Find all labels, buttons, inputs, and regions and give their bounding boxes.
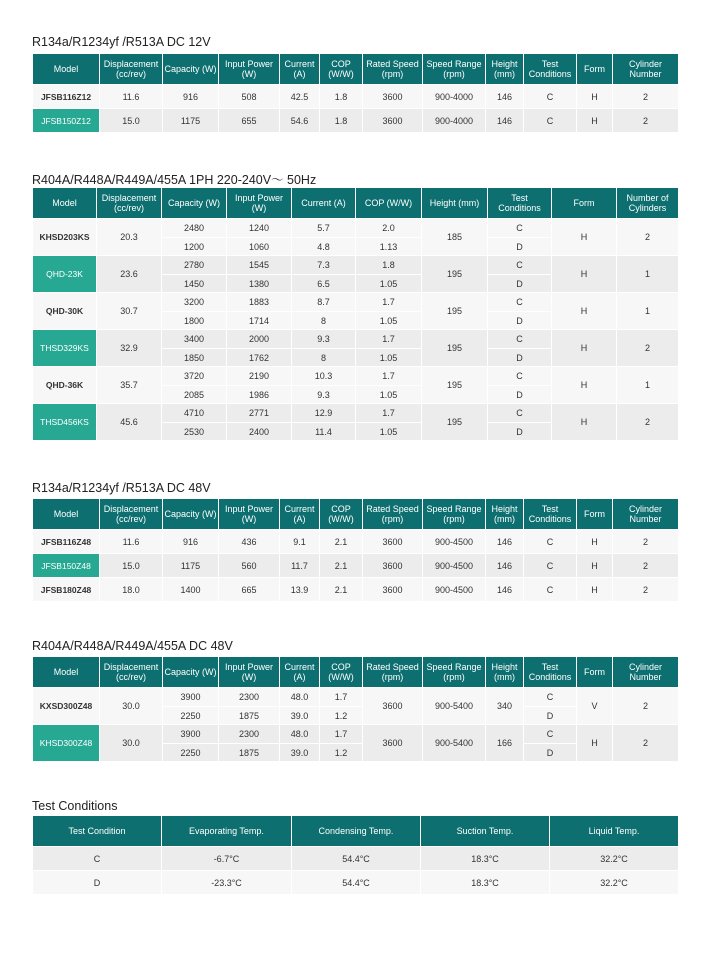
table-cell: 1.13: [356, 238, 422, 256]
table-cell: C: [488, 256, 552, 275]
table-cell: 2: [617, 330, 679, 367]
col-header: Capacity (W): [162, 188, 227, 219]
table-cell: 916: [163, 85, 219, 109]
model-name: THSD456KS: [33, 404, 97, 441]
table-cell: C: [488, 404, 552, 423]
table-cell: 436: [219, 530, 280, 554]
table-cell: H: [577, 109, 613, 133]
table-row: [33, 578, 679, 602]
table-cell: 1.05: [356, 312, 422, 330]
table-cell: 2000: [227, 330, 292, 349]
table-cell: 916: [163, 530, 219, 554]
table-cell: 54.4°C: [292, 871, 421, 895]
col-header: Capacity (W): [163, 657, 219, 688]
table-cell: 1380: [227, 275, 292, 293]
table-row: [33, 293, 679, 312]
model-name: QHD-23K: [33, 256, 97, 293]
table-cell: 900-4000: [423, 85, 486, 109]
col-header: Displacement (cc/rev): [100, 499, 163, 530]
table-cell: 2: [613, 530, 679, 554]
table-cell: 54.4°C: [292, 847, 421, 871]
table-cell: 1875: [219, 707, 280, 725]
table-row: [33, 847, 679, 871]
model-name: JFSB180Z48: [33, 578, 100, 602]
spec-table-dc12v: [32, 53, 679, 133]
col-header: Suction Temp.: [421, 816, 550, 847]
col-header: Displacement (cc/rev): [97, 188, 162, 219]
table-cell: 146: [486, 530, 524, 554]
model-name: JFSB150Z48: [33, 554, 100, 578]
col-header: Capacity (W): [163, 499, 219, 530]
table-cell: 48.0: [280, 688, 320, 707]
col-header: Number of Cylinders: [617, 188, 679, 219]
table-cell: 8: [292, 349, 356, 367]
col-header: Form: [577, 499, 613, 530]
table-cell: 2: [613, 85, 679, 109]
table-cell: 1875: [219, 744, 280, 762]
col-header: COP (W/W): [320, 657, 363, 688]
table-cell: 48.0: [280, 725, 320, 744]
table-cell: 20.3: [97, 219, 162, 256]
table-cell: C: [524, 109, 577, 133]
table-cell: 2.0: [356, 219, 422, 238]
col-header: Test Conditions: [524, 657, 577, 688]
model-name: KHSD300Z48: [33, 725, 100, 762]
table-cell: 665: [219, 578, 280, 602]
table-row: [33, 85, 679, 109]
table-cell: 32.2°C: [550, 871, 679, 895]
table-cell: 185: [422, 219, 488, 256]
table-cell: C: [524, 688, 577, 707]
col-header: Current (A): [280, 499, 320, 530]
table-cell: 11.4: [292, 423, 356, 441]
table-cell: D: [488, 312, 552, 330]
table-cell: 1.8: [320, 109, 363, 133]
col-header: Speed Range (rpm): [423, 499, 486, 530]
col-header: Model: [33, 188, 97, 219]
col-header: Condensing Temp.: [292, 816, 421, 847]
table-cell: H: [552, 293, 617, 330]
table-cell: D: [488, 423, 552, 441]
table-row: [33, 688, 679, 707]
col-header: Test Conditions: [524, 54, 577, 85]
table-cell: 1.05: [356, 349, 422, 367]
table-cell: C: [524, 725, 577, 744]
table-cell: 3200: [162, 293, 227, 312]
col-header: Form: [577, 54, 613, 85]
table-cell: 900-4500: [423, 554, 486, 578]
table-cell: 1.05: [356, 423, 422, 441]
table-row: [33, 330, 679, 349]
table-cell: 2: [617, 404, 679, 441]
col-header: Capacity (W): [163, 54, 219, 85]
col-header: Test Conditions: [524, 499, 577, 530]
col-header: Height (mm): [486, 657, 524, 688]
table-cell: 13.9: [280, 578, 320, 602]
table-cell: 2: [613, 554, 679, 578]
col-header: Displacement (cc/rev): [100, 54, 163, 85]
table-cell: 15.0: [100, 554, 163, 578]
table-cell: 3600: [363, 688, 423, 725]
table-cell: 1.7: [320, 725, 363, 744]
table-cell: C: [524, 578, 577, 602]
table-cell: 32.9: [97, 330, 162, 367]
table-cell: 42.5: [280, 85, 320, 109]
table-cell: 1.7: [356, 367, 422, 386]
table-cell: 12.9: [292, 404, 356, 423]
table-cell: 18.0: [100, 578, 163, 602]
col-header: Height (mm): [486, 54, 524, 85]
table-cell: 15.0: [100, 109, 163, 133]
table-cell: 2085: [162, 386, 227, 404]
table-row: [33, 219, 679, 238]
table-cell: C: [488, 219, 552, 238]
col-header: COP (W/W): [320, 54, 363, 85]
col-header: COP (W/W): [356, 188, 422, 219]
model-name: KHSD203KS: [33, 219, 97, 256]
test-conditions-table: [32, 815, 679, 895]
spec-table-dc48v-low: [32, 656, 679, 762]
table-cell: 9.3: [292, 386, 356, 404]
table-cell: 1400: [163, 578, 219, 602]
col-header: Cylinder Number: [613, 54, 679, 85]
table-cell: H: [577, 85, 613, 109]
table-cell: 2771: [227, 404, 292, 423]
table-cell: 1.7: [356, 330, 422, 349]
col-header: Form: [577, 657, 613, 688]
table-cell: D: [33, 871, 162, 895]
table-cell: 3400: [162, 330, 227, 349]
table-cell: C: [524, 85, 577, 109]
table-cell: 1800: [162, 312, 227, 330]
table-cell: 1.7: [356, 293, 422, 312]
table-cell: 1200: [162, 238, 227, 256]
table-cell: 1.05: [356, 386, 422, 404]
table-cell: D: [488, 238, 552, 256]
table-cell: 560: [219, 554, 280, 578]
table-row: [33, 725, 679, 744]
table-cell: H: [552, 256, 617, 293]
table-cell: C: [33, 847, 162, 871]
table-cell: D: [524, 707, 577, 725]
table-cell: 2: [617, 219, 679, 256]
table-cell: D: [524, 744, 577, 762]
table-cell: 1.7: [320, 688, 363, 707]
table-cell: 1.2: [320, 744, 363, 762]
table-cell: C: [488, 293, 552, 312]
table-cell: 2300: [219, 725, 280, 744]
table-cell: 2: [613, 578, 679, 602]
table-cell: 1545: [227, 256, 292, 275]
table-cell: 1.2: [320, 707, 363, 725]
spec-table-1ph: [32, 187, 679, 441]
table-cell: 8: [292, 312, 356, 330]
model-name: THSD329KS: [33, 330, 97, 367]
table-cell: 11.7: [280, 554, 320, 578]
table-cell: 340: [486, 688, 524, 725]
table-cell: 4.8: [292, 238, 356, 256]
table-cell: 195: [422, 256, 488, 293]
col-header: Model: [33, 499, 100, 530]
table-cell: H: [552, 330, 617, 367]
table-cell: 39.0: [280, 744, 320, 762]
model-name: JFSB116Z48: [33, 530, 100, 554]
table-cell: 2: [613, 688, 679, 725]
table-cell: 9.1: [280, 530, 320, 554]
table-cell: 900-5400: [423, 688, 486, 725]
table-cell: H: [552, 367, 617, 404]
table-cell: 35.7: [97, 367, 162, 404]
table-row: [33, 554, 679, 578]
table-cell: 3600: [363, 85, 423, 109]
table-row: [33, 530, 679, 554]
col-header: Current (A): [280, 657, 320, 688]
col-header: Current (A): [280, 54, 320, 85]
col-header: Input Power (W): [219, 657, 280, 688]
table-cell: 11.6: [100, 85, 163, 109]
table-cell: 146: [486, 85, 524, 109]
table-cell: 10.3: [292, 367, 356, 386]
table-cell: 39.0: [280, 707, 320, 725]
section-title-test-conditions: Test Conditions: [32, 799, 118, 813]
table-row: [33, 367, 679, 386]
table-cell: 9.3: [292, 330, 356, 349]
table-cell: 195: [422, 293, 488, 330]
table-cell: 32.2°C: [550, 847, 679, 871]
table-cell: 655: [219, 109, 280, 133]
table-cell: V: [577, 688, 613, 725]
table-cell: 900-5400: [423, 725, 486, 762]
section-title-dc12v: R134a/R1234yf /R513A DC 12V: [32, 35, 211, 49]
col-header: Model: [33, 657, 100, 688]
table-cell: 1: [617, 293, 679, 330]
table-cell: 2300: [219, 688, 280, 707]
table-cell: 1240: [227, 219, 292, 238]
table-cell: 1.8: [356, 256, 422, 275]
table-cell: 30.0: [100, 688, 163, 725]
col-header: Evaporating Temp.: [162, 816, 292, 847]
table-cell: 508: [219, 85, 280, 109]
model-name: JFSB150Z12: [33, 109, 100, 133]
col-header: Height (mm): [422, 188, 488, 219]
spec-table-dc48v: [32, 498, 679, 602]
col-header: Rated Speed (rpm): [363, 54, 423, 85]
table-cell: H: [577, 578, 613, 602]
model-name: QHD-30K: [33, 293, 97, 330]
table-cell: 3900: [163, 725, 219, 744]
col-header: Cylinder Number: [613, 499, 679, 530]
table-cell: 54.6: [280, 109, 320, 133]
table-cell: 146: [486, 554, 524, 578]
model-name: KXSD300Z48: [33, 688, 100, 725]
table-cell: 30.7: [97, 293, 162, 330]
table-cell: -6.7°C: [162, 847, 292, 871]
table-cell: 3720: [162, 367, 227, 386]
col-header: Rated Speed (rpm): [363, 657, 423, 688]
table-cell: 1.05: [356, 275, 422, 293]
col-header: Liquid Temp.: [550, 816, 679, 847]
table-cell: D: [488, 349, 552, 367]
table-cell: 1850: [162, 349, 227, 367]
table-cell: 23.6: [97, 256, 162, 293]
table-cell: 900-4500: [423, 530, 486, 554]
section-title-dc48v-low: R404A/R448A/R449A/455A DC 48V: [32, 639, 233, 653]
table-cell: 1986: [227, 386, 292, 404]
table-cell: C: [488, 330, 552, 349]
col-header: Input Power (W): [219, 54, 280, 85]
table-cell: 1175: [163, 554, 219, 578]
table-cell: -23.3°C: [162, 871, 292, 895]
table-cell: 7.3: [292, 256, 356, 275]
table-cell: 2190: [227, 367, 292, 386]
table-cell: 1.7: [356, 404, 422, 423]
table-cell: 4710: [162, 404, 227, 423]
table-cell: 3900: [163, 688, 219, 707]
table-cell: 2250: [163, 744, 219, 762]
table-cell: 3600: [363, 109, 423, 133]
model-name: JFSB116Z12: [33, 85, 100, 109]
col-header: Rated Speed (rpm): [363, 499, 423, 530]
table-cell: 1060: [227, 238, 292, 256]
table-cell: 3600: [363, 578, 423, 602]
table-cell: 1714: [227, 312, 292, 330]
col-header: Height (mm): [486, 499, 524, 530]
col-header: Speed Range (rpm): [423, 54, 486, 85]
table-cell: 3600: [363, 725, 423, 762]
table-cell: 45.6: [97, 404, 162, 441]
table-row: [33, 871, 679, 895]
table-cell: D: [488, 275, 552, 293]
table-cell: 8.7: [292, 293, 356, 312]
table-cell: H: [577, 725, 613, 762]
col-header: Input Power (W): [227, 188, 292, 219]
table-cell: 2: [613, 725, 679, 762]
col-header: Speed Range (rpm): [423, 657, 486, 688]
col-header: Cylinder Number: [613, 657, 679, 688]
table-cell: 195: [422, 404, 488, 441]
col-header: Input Power (W): [219, 499, 280, 530]
table-cell: H: [552, 219, 617, 256]
table-cell: 2530: [162, 423, 227, 441]
col-header: Test Condition: [33, 816, 162, 847]
table-cell: 195: [422, 330, 488, 367]
table-cell: 2250: [163, 707, 219, 725]
table-cell: 166: [486, 725, 524, 762]
table-row: [33, 404, 679, 423]
table-cell: 146: [486, 109, 524, 133]
table-row: [33, 109, 679, 133]
table-cell: 1175: [163, 109, 219, 133]
table-cell: 1883: [227, 293, 292, 312]
table-cell: 2.1: [320, 554, 363, 578]
table-cell: 900-4500: [423, 578, 486, 602]
section-title-1ph: R404A/R448A/R449A/455A 1PH 220-240V～ 50Hz: [32, 173, 317, 187]
col-header: Test Conditions: [488, 188, 552, 219]
section-title-dc48v: R134a/R1234yf /R513A DC 48V: [32, 481, 211, 495]
table-cell: H: [552, 404, 617, 441]
table-cell: C: [488, 367, 552, 386]
col-header: Current (A): [292, 188, 356, 219]
table-cell: 30.0: [100, 725, 163, 762]
table-cell: 2: [613, 109, 679, 133]
table-cell: H: [577, 530, 613, 554]
col-header: Displacement (cc/rev): [100, 657, 163, 688]
table-cell: D: [488, 386, 552, 404]
table-cell: 2480: [162, 219, 227, 238]
table-cell: 18.3°C: [421, 847, 550, 871]
table-cell: H: [577, 554, 613, 578]
table-row: [33, 256, 679, 275]
table-cell: 1450: [162, 275, 227, 293]
col-header: COP (W/W): [320, 499, 363, 530]
table-cell: 195: [422, 367, 488, 404]
table-cell: 1: [617, 367, 679, 404]
table-cell: 900-4000: [423, 109, 486, 133]
model-name: QHD-36K: [33, 367, 97, 404]
table-cell: 2.1: [320, 578, 363, 602]
table-cell: 5.7: [292, 219, 356, 238]
col-header: Form: [552, 188, 617, 219]
table-cell: 146: [486, 578, 524, 602]
table-cell: 18.3°C: [421, 871, 550, 895]
table-cell: 6.5: [292, 275, 356, 293]
table-cell: 1762: [227, 349, 292, 367]
table-cell: 3600: [363, 554, 423, 578]
table-cell: 2400: [227, 423, 292, 441]
table-cell: 2.1: [320, 530, 363, 554]
table-cell: 11.6: [100, 530, 163, 554]
table-cell: 2780: [162, 256, 227, 275]
col-header: Model: [33, 54, 100, 85]
table-cell: C: [524, 530, 577, 554]
table-cell: 1.8: [320, 85, 363, 109]
table-cell: C: [524, 554, 577, 578]
table-cell: 3600: [363, 530, 423, 554]
table-cell: 1: [617, 256, 679, 293]
